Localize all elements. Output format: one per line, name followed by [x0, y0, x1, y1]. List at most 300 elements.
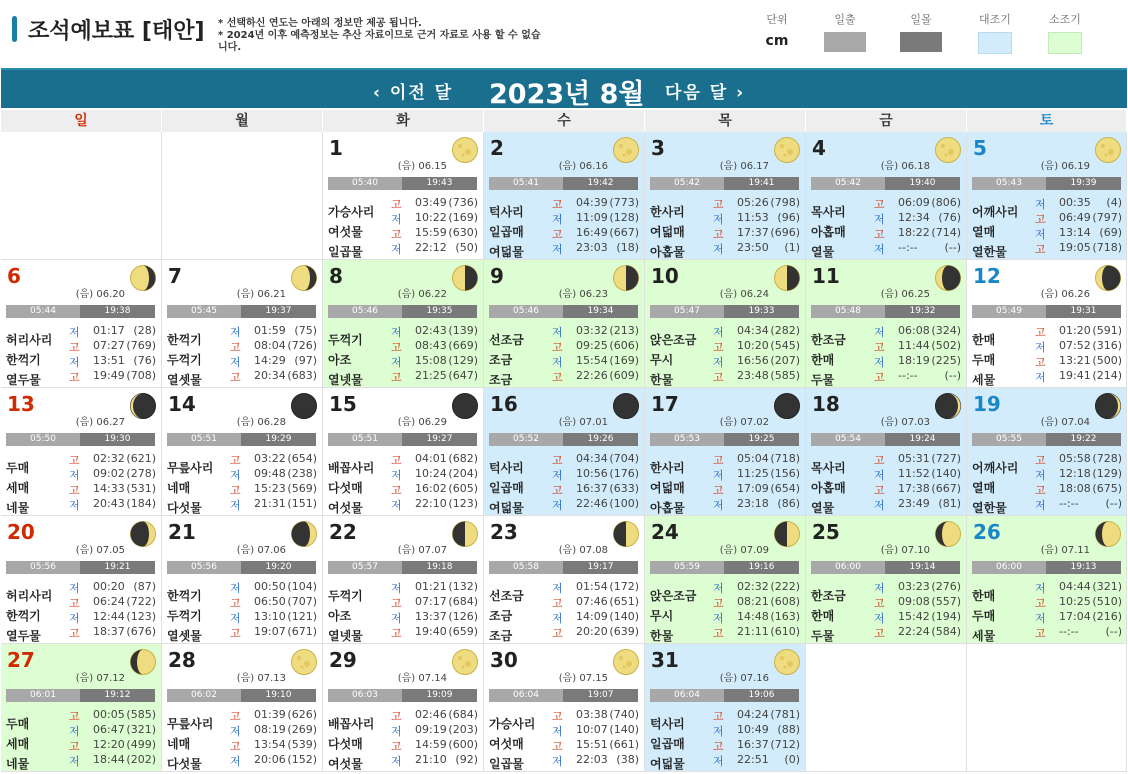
day-number: 27 [7, 648, 35, 672]
sunrise-time: 05:41 [489, 177, 563, 190]
low-tide-label: 저 [1035, 371, 1046, 384]
tide-name: 여섯매 [489, 737, 524, 751]
tide-height: (654) [770, 482, 800, 495]
high-tide-label: 고 [230, 597, 241, 610]
tide-row [6, 595, 156, 610]
sunset-time: 19:43 [402, 177, 477, 190]
high-tide-label: 고 [713, 627, 724, 640]
tide-list [972, 580, 1122, 643]
sunrise-time: 06:04 [489, 689, 563, 702]
lunar-date: (음) 06.26 [1040, 289, 1090, 300]
day-cell [967, 260, 1127, 388]
tide-name: 네물 [6, 501, 30, 515]
tide-height: (213) [609, 324, 639, 337]
tide-time: 10:56 [576, 467, 608, 480]
tide-time: 14:29 [254, 354, 286, 367]
lunar-date: (음) 06.23 [558, 289, 608, 300]
sunrise-time: 05:52 [489, 433, 563, 446]
tide-row [650, 339, 800, 354]
tide-height: (659) [448, 625, 478, 638]
high-tide-label: 고 [713, 198, 724, 211]
sunset-time: 19:20 [241, 561, 316, 574]
tide-time: 17:37 [737, 226, 769, 239]
sunset-time: 19:09 [402, 689, 477, 702]
tide-list [6, 324, 156, 387]
tide-time: 05:58 [1059, 452, 1091, 465]
tide-time: --:-- [898, 241, 918, 254]
tide-row [167, 354, 317, 369]
day-cell [484, 388, 645, 516]
sun-times-bar [650, 177, 799, 190]
low-tide-label: 저 [1035, 469, 1046, 482]
high-tide-label: 고 [874, 371, 885, 384]
tide-row [6, 369, 156, 384]
tide-time: 07:46 [576, 595, 608, 608]
tide-height: (639) [609, 625, 639, 638]
tide-name: 조금 [489, 353, 513, 367]
high-tide-label: 고 [391, 198, 402, 211]
tide-name: 무릎사리 [167, 717, 214, 731]
moon-phase-icon [129, 520, 157, 548]
sunset-time: 19:14 [885, 561, 960, 574]
day-number: 10 [651, 264, 679, 288]
tide-height: (28) [133, 324, 156, 337]
sunrise-time: 05:59 [650, 561, 724, 574]
tide-list [650, 580, 800, 643]
moon-phase-icon [612, 392, 640, 420]
tide-time: 17:09 [737, 482, 769, 495]
moon-phase-icon [290, 520, 318, 548]
tide-row [328, 369, 478, 384]
lunar-date: (음) 07.08 [558, 545, 608, 556]
tide-row [489, 211, 639, 226]
tide-height: (798) [770, 196, 800, 209]
lunar-date: (음) 07.12 [75, 673, 125, 684]
day-number: 16 [490, 392, 518, 416]
tide-name: 한매 [972, 333, 996, 347]
tide-time: 23:48 [737, 369, 769, 382]
tide-row [489, 610, 639, 625]
tide-height: (88) [777, 723, 800, 736]
tide-name: 조금 [489, 609, 513, 623]
day-number: 5 [973, 136, 987, 160]
tide-height: (204) [448, 467, 478, 480]
tide-list [972, 324, 1122, 387]
high-tide-label: 고 [391, 341, 402, 354]
tide-height: (321) [126, 723, 156, 736]
tide-height: (773) [609, 196, 639, 209]
day-cell [1, 644, 162, 772]
low-tide-label: 저 [391, 725, 402, 738]
high-tide-label: 고 [552, 597, 563, 610]
tide-time: 13:10 [254, 610, 286, 623]
lunar-date: (음) 06.21 [236, 289, 286, 300]
tide-time: 23:18 [737, 497, 769, 510]
tide-row [972, 241, 1122, 256]
tide-time: 21:31 [254, 497, 286, 510]
tide-height: (152) [287, 753, 317, 766]
tide-time: 16:37 [737, 738, 769, 751]
tide-height: (69) [1099, 226, 1122, 239]
tide-time: 19:05 [1059, 241, 1091, 254]
tide-name: 여섯물 [328, 501, 363, 515]
tide-time: 09:08 [898, 595, 930, 608]
tide-time: 22:03 [576, 753, 608, 766]
tide-height: (--) [944, 369, 961, 382]
tide-name: 선조금 [489, 333, 524, 347]
lunar-date: (음) 06.22 [397, 289, 447, 300]
day-cell [484, 260, 645, 388]
tide-row [650, 595, 800, 610]
tide-height: (216) [1092, 610, 1122, 623]
high-tide-label: 고 [391, 371, 402, 384]
sunrise-time: 06:00 [811, 561, 885, 574]
low-tide-label: 저 [713, 582, 724, 595]
tide-time: 00:20 [93, 580, 125, 593]
low-tide-label: 저 [552, 499, 563, 512]
tide-height: (0) [784, 753, 800, 766]
tide-row [650, 497, 800, 512]
tide-list [489, 196, 639, 259]
tide-height: (684) [448, 595, 478, 608]
tide-height: (781) [770, 708, 800, 721]
tide-height: (202) [126, 753, 156, 766]
high-tide-label: 고 [713, 710, 724, 723]
lunar-date: (음) 07.15 [558, 673, 608, 684]
sunrise-time: 06:01 [6, 689, 80, 702]
sunrise-time: 05:42 [650, 177, 724, 190]
tide-row [972, 625, 1122, 640]
tide-time: 15:51 [576, 738, 608, 751]
tide-time: --:-- [1059, 625, 1079, 638]
tide-height: (654) [287, 452, 317, 465]
tide-name: 일곱물 [328, 245, 363, 259]
tide-row [650, 324, 800, 339]
tide-height: (207) [770, 354, 800, 367]
tide-row [489, 324, 639, 339]
lunar-date: (음) 06.19 [1040, 161, 1090, 172]
tide-list [328, 580, 478, 643]
tide-name: 한사리 [650, 461, 685, 475]
low-tide-label: 저 [713, 612, 724, 625]
tide-row [6, 610, 156, 625]
tide-name: 턱사리 [489, 461, 524, 475]
sunset-time: 19:34 [563, 305, 638, 318]
tide-row [972, 610, 1122, 625]
low-tide-label: 저 [552, 582, 563, 595]
tide-height: (140) [931, 467, 961, 480]
high-tide-label: 고 [1035, 326, 1046, 339]
tide-row [167, 723, 317, 738]
high-tide-label: 고 [874, 627, 885, 640]
tide-height: (502) [931, 339, 961, 352]
tide-time: 11:52 [898, 467, 930, 480]
tide-time: 09:25 [576, 339, 608, 352]
tide-row [167, 482, 317, 497]
tide-height: (156) [770, 467, 800, 480]
moon-phase-icon [290, 264, 318, 292]
tide-height: (500) [1092, 354, 1122, 367]
tide-name: 열물 [811, 245, 835, 259]
high-tide-label: 고 [69, 627, 80, 640]
weekday-fri: 금 [806, 110, 966, 132]
high-tide-label: 고 [552, 710, 563, 723]
empty-day-cell [806, 644, 967, 772]
tide-height: (531) [126, 482, 156, 495]
tide-row [167, 708, 317, 723]
lunar-date: (음) 06.25 [880, 289, 930, 300]
tide-time: --:-- [898, 369, 918, 382]
tide-name: 한조금 [811, 333, 846, 347]
low-tide-label: 저 [230, 725, 241, 738]
tide-name: 여섯물 [328, 757, 363, 771]
tide-time: 19:40 [415, 625, 447, 638]
tide-height: (667) [609, 226, 639, 239]
tide-time: 21:11 [737, 625, 769, 638]
tide-name: 일곱매 [489, 481, 524, 495]
tide-row [328, 708, 478, 723]
high-tide-label: 고 [552, 228, 563, 241]
sunset-time: 19:17 [563, 561, 638, 574]
tide-row [811, 580, 961, 595]
tide-row [328, 580, 478, 595]
high-tide-label: 고 [69, 597, 80, 610]
high-tide-label: 고 [552, 627, 563, 640]
day-number: 8 [329, 264, 343, 288]
weekday-sun: 일 [1, 110, 161, 132]
tide-height: (683) [287, 369, 317, 382]
low-tide-label: 저 [1035, 499, 1046, 512]
tide-time: 13:37 [415, 610, 447, 623]
day-cell [806, 132, 967, 260]
tide-list [6, 580, 156, 643]
day-cell [162, 516, 323, 644]
tide-time: 10:22 [415, 211, 447, 224]
tide-time: 14:09 [576, 610, 608, 623]
day-number: 3 [651, 136, 665, 160]
lunar-date: (음) 07.02 [719, 417, 769, 428]
sunset-time: 19:41 [724, 177, 799, 190]
tide-height: (633) [609, 482, 639, 495]
day-cell [484, 516, 645, 644]
tide-height: (126) [448, 610, 478, 623]
sunrise-time: 06:04 [650, 689, 724, 702]
low-tide-label: 저 [69, 612, 80, 625]
tide-time: 13:14 [1059, 226, 1091, 239]
low-tide-label: 저 [552, 356, 563, 369]
moon-phase-icon [612, 264, 640, 292]
tide-height: (324) [931, 324, 961, 337]
tide-row [328, 753, 478, 768]
sun-times-bar [328, 561, 477, 574]
tide-height: (96) [777, 211, 800, 224]
sun-times-bar [328, 305, 477, 318]
moon-phase-icon [773, 392, 801, 420]
sun-times-bar [811, 177, 960, 190]
tide-name: 두꺽기 [328, 333, 363, 347]
tide-height: (203) [448, 723, 478, 736]
tide-row [6, 625, 156, 640]
tide-time: 22:46 [576, 497, 608, 510]
low-tide-label: 저 [552, 469, 563, 482]
legend-spring-tide-label: 대조기 [979, 13, 1011, 26]
lunar-date: (음) 06.15 [397, 161, 447, 172]
tide-list [328, 708, 478, 771]
prev-month-button[interactable]: ‹ 이전 달 [373, 83, 454, 103]
day-number: 29 [329, 648, 357, 672]
tide-list [489, 452, 639, 515]
tide-row [650, 369, 800, 384]
moon-phase-icon [290, 648, 318, 676]
moon-phase-icon [773, 264, 801, 292]
lunar-date: (음) 07.09 [719, 545, 769, 556]
tide-time: 21:25 [415, 369, 447, 382]
legend-neap-tide-label: 소조기 [1049, 13, 1081, 26]
tide-height: (140) [609, 723, 639, 736]
tide-time: 22:12 [415, 241, 447, 254]
tide-name: 한꺽기 [167, 589, 202, 603]
tide-row [811, 241, 961, 256]
tide-height: (97) [294, 354, 317, 367]
tide-time: 20:20 [576, 625, 608, 638]
tide-time: 06:50 [254, 595, 286, 608]
high-tide-label: 고 [713, 228, 724, 241]
high-tide-label: 고 [69, 484, 80, 497]
low-tide-label: 저 [391, 243, 402, 256]
tide-height: (707) [287, 595, 317, 608]
high-tide-label: 고 [391, 710, 402, 723]
high-tide-label: 고 [713, 484, 724, 497]
sun-times-bar [650, 305, 799, 318]
day-number: 2 [490, 136, 504, 160]
moon-phase-icon [612, 136, 640, 164]
tide-time: 15:59 [415, 226, 447, 239]
tide-time: 07:52 [1059, 339, 1091, 352]
low-tide-label: 저 [391, 499, 402, 512]
tide-time: 11:44 [898, 339, 930, 352]
tide-time: 08:43 [415, 339, 447, 352]
day-cell [162, 388, 323, 516]
tide-list [811, 324, 961, 387]
sunrise-time: 05:56 [167, 561, 241, 574]
high-tide-label: 고 [69, 740, 80, 753]
day-cell [484, 644, 645, 772]
tide-name: 세매 [6, 481, 30, 495]
tide-row [811, 452, 961, 467]
sun-times-bar [489, 433, 638, 446]
tide-height: (92) [455, 753, 478, 766]
sunrise-time: 05:50 [6, 433, 80, 446]
sunrise-time: 05:49 [972, 305, 1046, 318]
tide-height: (669) [448, 339, 478, 352]
tide-row [811, 354, 961, 369]
low-tide-label: 저 [69, 582, 80, 595]
tide-row [328, 738, 478, 753]
tide-name: 일곱매 [650, 737, 685, 751]
high-tide-label: 고 [713, 371, 724, 384]
tide-name: 선조금 [489, 589, 524, 603]
high-tide-label: 고 [391, 740, 402, 753]
day-cell [323, 132, 484, 260]
tide-list [972, 196, 1122, 259]
sunset-time: 19:29 [241, 433, 316, 446]
lunar-date: (음) 07.14 [397, 673, 447, 684]
high-tide-label: 고 [1035, 627, 1046, 640]
tide-row [811, 324, 961, 339]
tide-time: 06:49 [1059, 211, 1091, 224]
high-tide-label: 고 [1035, 356, 1046, 369]
tide-height: (606) [609, 339, 639, 352]
tide-list [489, 708, 639, 771]
tide-row [167, 595, 317, 610]
tide-time: 13:54 [254, 738, 286, 751]
tide-row [972, 226, 1122, 241]
lunar-date: (음) 07.11 [1040, 545, 1090, 556]
tide-name: 일곱물 [489, 757, 524, 771]
tide-time: 18:22 [898, 226, 930, 239]
legend-sunset-swatch [900, 32, 942, 52]
tide-name: 턱사리 [650, 717, 685, 731]
unit-legend [752, 11, 802, 49]
tide-list [328, 324, 478, 387]
tide-height: (50) [455, 241, 478, 254]
tide-row [650, 738, 800, 753]
tide-time: --:-- [1059, 497, 1079, 510]
tide-time: 01:54 [576, 580, 608, 593]
lunar-date: (음) 06.28 [236, 417, 286, 428]
tide-height: (282) [770, 324, 800, 337]
tide-time: 04:34 [737, 324, 769, 337]
tide-name: 여덟물 [489, 245, 524, 259]
sunset-time: 19:37 [241, 305, 316, 318]
tide-time: 01:21 [415, 580, 447, 593]
tide-name: 배꼽사리 [328, 717, 375, 731]
day-cell [967, 516, 1127, 644]
low-tide-label: 저 [552, 326, 563, 339]
tide-row [972, 196, 1122, 211]
high-tide-label: 고 [874, 484, 885, 497]
tide-row [6, 324, 156, 339]
tide-row [972, 580, 1122, 595]
tide-height: (696) [770, 226, 800, 239]
tide-name: 다섯물 [167, 757, 202, 771]
tide-row [167, 738, 317, 753]
tide-list [650, 452, 800, 515]
moon-phase-icon [612, 520, 640, 548]
tide-time: 01:17 [93, 324, 125, 337]
sunrise-time: 05:43 [972, 177, 1046, 190]
tide-height: (647) [448, 369, 478, 382]
day-cell [645, 132, 806, 260]
tide-name: 네매 [167, 737, 191, 751]
lunar-date: (음) 06.24 [719, 289, 769, 300]
tide-row [6, 497, 156, 512]
sunset-time: 19:21 [80, 561, 155, 574]
tide-row [489, 369, 639, 384]
tide-row [167, 580, 317, 595]
day-cell [645, 388, 806, 516]
lunar-date: (음) 06.17 [719, 161, 769, 172]
tide-list [650, 324, 800, 387]
sunrise-time: 05:48 [811, 305, 885, 318]
day-cell [967, 132, 1127, 260]
high-tide-label: 고 [230, 341, 241, 354]
tide-name: 가승사리 [489, 717, 536, 731]
next-month-button[interactable]: 다음 달 › [665, 83, 746, 103]
tide-time: 06:09 [898, 196, 930, 209]
tide-height: (140) [609, 610, 639, 623]
moon-phase-icon [1094, 392, 1122, 420]
